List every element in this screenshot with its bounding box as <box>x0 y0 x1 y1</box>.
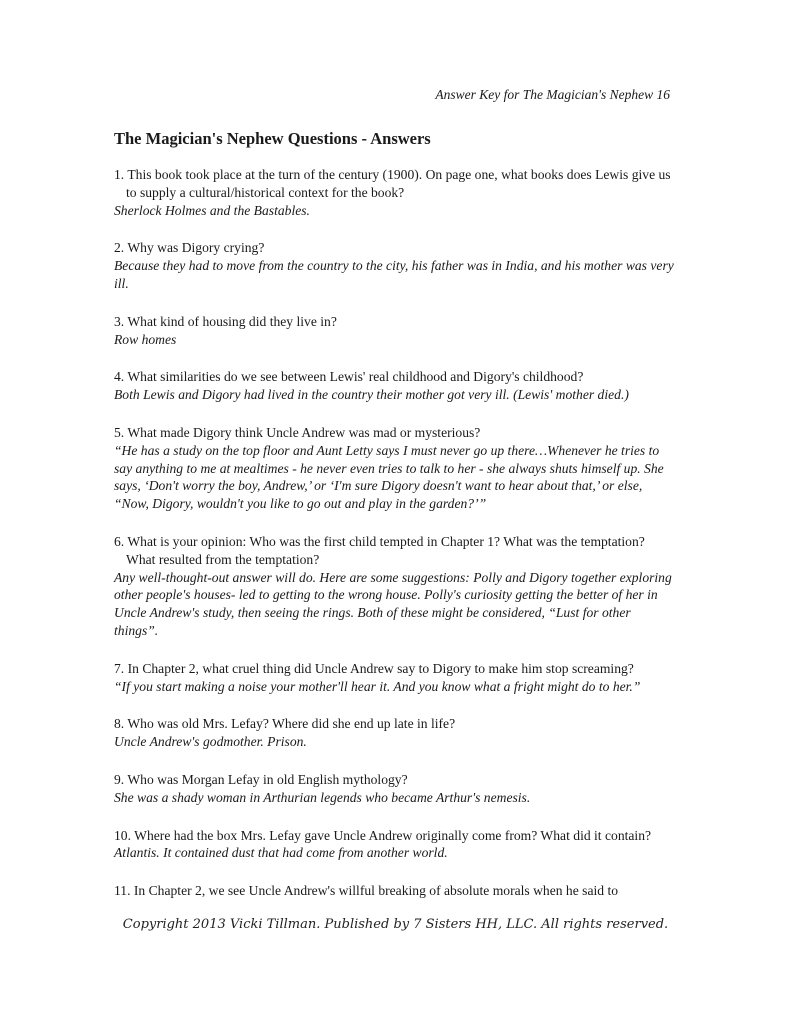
qa-item-3 <box>114 313 674 349</box>
qa-item-7 <box>114 660 674 696</box>
qa-item-9 <box>114 771 674 807</box>
running-header: Answer Key for The Magician's Nephew 16 <box>435 87 670 102</box>
answer-1: Sherlock Holmes and the Bastables. <box>114 202 310 218</box>
answer-5: “He has a study on the top floor and Aunt Letty says I must never go up there…Whenever he tries to say anything to me at mealtimes - he never even tries to talk to her - she always shuts himself up. She says, ‘Don't worry the boy, Andrew,’ or ‘I'm sure Digory doesn't want to hear about that,’ or else, “Now, Digory, wouldn't you like to go out and play in the garden?’” <box>114 442 664 512</box>
qa-item-2 <box>114 239 674 292</box>
copyright-footer: Copyright 2013 Vicki Tillman. Published by 7 Sisters HH, LLC. All rights reserved. <box>122 917 669 932</box>
answer-10: Atlantis. It contained dust that had come from another world. <box>114 845 448 861</box>
answer-2: Because they had to move from the country to the city, his father was in India, and his mother was very ill. <box>114 258 674 291</box>
question-3: 3. What kind of housing did they live in? <box>114 313 337 329</box>
question-8: 8. Who was old Mrs. Lefay? Where did she end up late in life? <box>114 716 456 732</box>
question-9: 9. Who was Morgan Lefay in old English mythology? <box>114 771 408 787</box>
qa-item-11 <box>114 882 674 900</box>
answer-8: Uncle Andrew's godmother. Prison. <box>114 734 307 750</box>
question-11: 11. In Chapter 2, we see Uncle Andrew's willful breaking of absolute morals when he said to <box>114 883 619 899</box>
qa-item-8 <box>114 715 674 751</box>
question-6: 6. What is your opinion: Who was the first child tempted in Chapter 1? What was the temptation? What resulted from the temptation? <box>114 533 645 567</box>
question-5: 5. What made Digory think Uncle Andrew was mad or mysterious? <box>114 424 481 440</box>
question-7: 7. In Chapter 2, what cruel thing did Uncle Andrew say to Digory to make him stop screaming? <box>114 660 634 676</box>
answer-6: Any well-thought-out answer will do. Here are some suggestions: Polly and Digory together exploring other people's houses- led to getting to the wrong house. Polly's curiosity getting the better of her in Uncle Andrew's study, then seeing the rings. Both of these might be considered, “Lust for other things”. <box>114 569 672 638</box>
qa-item-4 <box>114 368 674 404</box>
answer-9: She was a shady woman in Arthurian legends who became Arthur's nemesis. <box>114 789 531 805</box>
answer-3: Row homes <box>114 331 177 347</box>
question-2: 2. Why was Digory crying? <box>114 240 265 256</box>
question-1: 1. This book took place at the turn of the century (1900). On page one, what books does Lewis give us to supply a cultural/historical context for the book? <box>114 167 671 200</box>
page-title: The Magician's Nephew Questions - Answers <box>114 129 431 148</box>
question-10: 10. Where had the box Mrs. Lefay gave Uncle Andrew originally come from? What did it contain? <box>114 827 652 843</box>
answer-4: Both Lewis and Digory had lived in the country their mother got very ill. (Lewis' mother died.) <box>114 387 629 403</box>
qa-item-10 <box>114 827 674 863</box>
question-4: 4. What similarities do we see between Lewis' real childhood and Digory's childhood? <box>114 369 584 385</box>
answer-7: “If you start making a noise your mother'll hear it. And you know what a fright might do to her.” <box>114 678 641 694</box>
qa-list <box>114 166 674 920</box>
qa-item-6 <box>114 533 674 640</box>
qa-item-1 <box>114 166 674 219</box>
qa-item-5 <box>114 424 674 513</box>
